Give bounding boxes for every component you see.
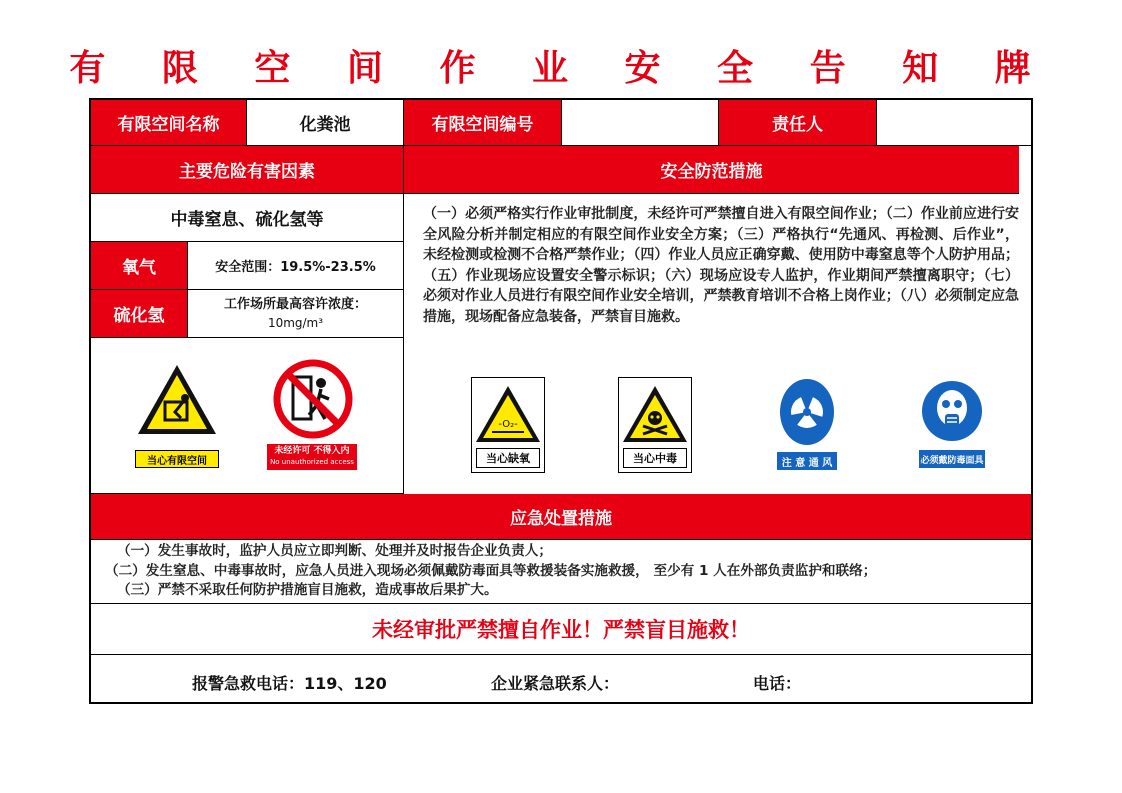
no-entry-sublabel: No unauthorized access <box>270 458 354 466</box>
h2s-value-line2: 10mg/m³ <box>267 315 324 330</box>
h2s-label: 硫化氢 <box>91 290 188 338</box>
emergency-item: （二）发生窒息、中毒事故时，应急人员进入现场必须佩戴防毒面具等救援装备实施救援， 至少有 1 人在外部负责监护和联络； <box>105 562 877 579</box>
h2s-value-line1: 工作场所最高容许浓度： <box>223 296 367 312</box>
h2s-value <box>188 290 404 338</box>
page-title: 有 限 空 间 作 业 安 全 告 知 牌 <box>69 48 1053 89</box>
no-entry-label: 未经许可 不得入内 <box>274 446 350 456</box>
oxygen-deficiency-warning-icon <box>472 382 544 446</box>
ventilation-label: 注 意 通 风 <box>777 452 837 470</box>
hazards-header: 主要危险有害因素 <box>91 146 404 194</box>
gas-mask-label: 必须戴防毒面具 <box>919 450 985 468</box>
confined-space-warning-icon <box>135 362 219 438</box>
emergency-contact: 企业紧急联系人： <box>491 674 620 693</box>
contact-phone: 电话： <box>753 674 802 693</box>
emergency-item: （一）发生事故时，监护人员应立即判断、处理并及时报告企业负责人； <box>117 543 552 559</box>
poison-warning-icon <box>619 382 691 446</box>
no-entry-icon <box>273 359 353 439</box>
alarm-phone: 报警急救电话：119、120 <box>192 674 387 693</box>
emergency-item: （三）严禁不采取任何防护措施盲目施救，造成事故后果扩大。 <box>117 582 498 598</box>
safety-measures-text: （一）必须严格实行作业审批制度，未经许可严禁擅自进入有限空间作业；（二）作业前应进行安全风险分析并制定相应的有限空间作业安全方案；（三）严格执行“先通风、再检测、后作业”，未经检测或检测不合格严禁作业；（四）作业人员应正确穿戴、使用防中毒窒息等个人防护用品；（五）作业现场应设置安全警示标识；（六）现场应设专人监护，作业期间严禁擅离职守；（七）必须对作业人员进行有限空间作业安全培训，严禁教育培训不合格上岗作业；（八）必须制定应急措施，现场配备应急装备，严禁盲目施救。 <box>423 206 1019 325</box>
oxygen-deficiency-sign <box>471 377 545 473</box>
space-name-label: 有限空间名称 <box>91 100 247 146</box>
emergency-list <box>105 542 1037 601</box>
oxygen-label: 氧气 <box>91 242 188 290</box>
oxygen-value: 安全范围：19.5%-23.5% <box>188 242 404 290</box>
poison-label: 当心中毒 <box>623 448 687 468</box>
divider <box>91 654 1031 655</box>
space-number-label: 有限空间编号 <box>404 100 562 146</box>
confined-space-label: 当心有限空间 <box>135 450 219 468</box>
responsible-label: 责任人 <box>719 100 877 146</box>
space-number-value <box>562 100 719 146</box>
responsible-value <box>877 100 1033 146</box>
warning-banner: 未经审批严禁擅自作业！严禁盲目施救！ <box>372 618 750 642</box>
gas-mask-icon <box>921 380 983 442</box>
space-name-value: 化粪池 <box>247 100 404 146</box>
svg-text:-O₂-: -O₂- <box>498 419 518 430</box>
ventilation-icon <box>779 377 835 447</box>
notice-board <box>89 98 1033 704</box>
safety-header: 安全防范措施 <box>404 146 1019 194</box>
no-entry-label-block <box>267 444 357 470</box>
poison-sign <box>618 377 692 473</box>
oxygen-deficiency-label: 当心缺氧 <box>476 448 540 468</box>
emergency-header: 应急处置措施 <box>91 494 1031 540</box>
hazard-summary: 中毒窒息、硫化氢等 <box>91 194 404 242</box>
